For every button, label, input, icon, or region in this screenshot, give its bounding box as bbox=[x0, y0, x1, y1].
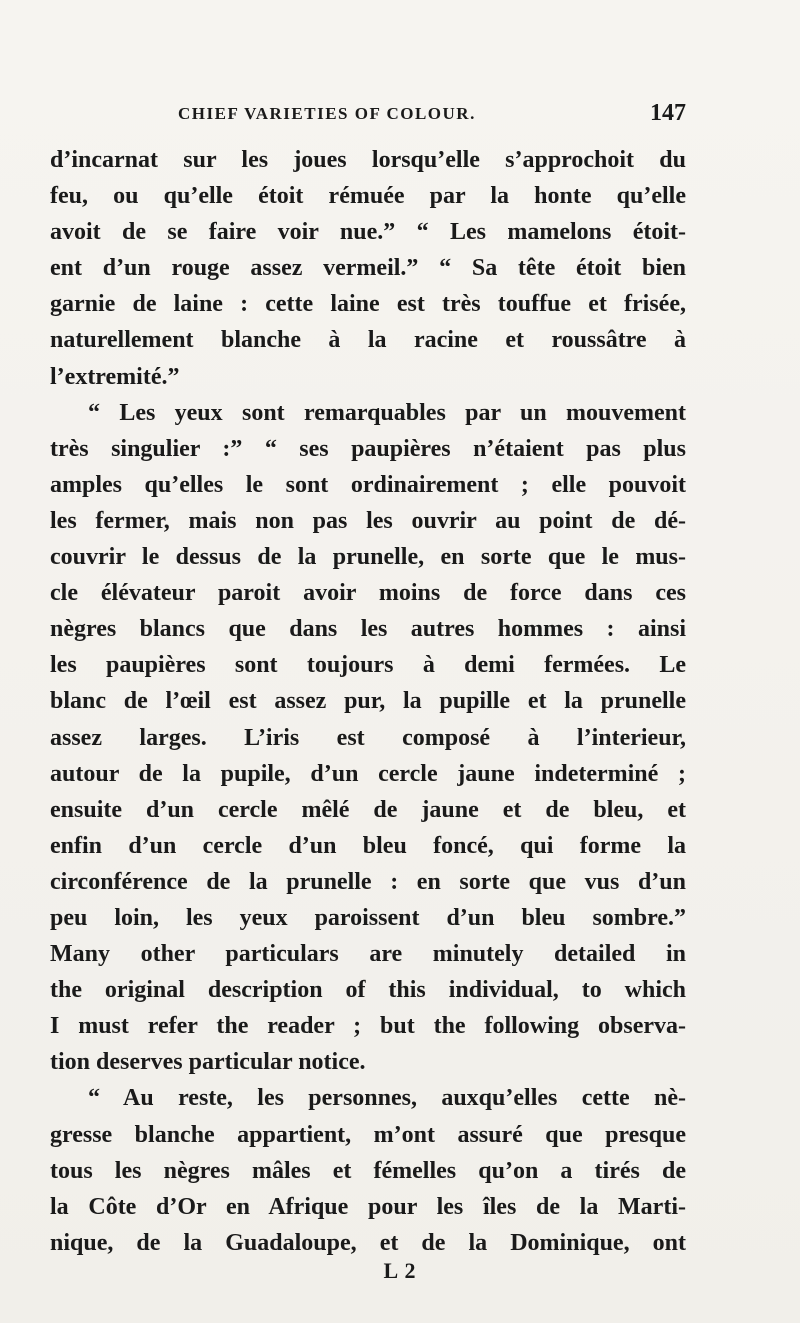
text-line: assez larges. L’iris est composé à l’interieur, bbox=[50, 724, 686, 751]
text-line: the original description of this individual, to which bbox=[50, 977, 686, 1004]
text-line: avoit de se faire voir nue.” “ Les mamelons étoit- bbox=[50, 219, 686, 246]
body-text bbox=[50, 142, 686, 1261]
text-line: ensuite d’un cercle mêlé de jaune et de bleu, et bbox=[50, 796, 686, 823]
text-line: couvrir le dessus de la prunelle, en sorte que le mus- bbox=[50, 544, 686, 571]
text-line: tion deserves particular notice. bbox=[50, 1049, 366, 1076]
page-header bbox=[40, 100, 688, 130]
text-line: nègres blancs que dans les autres hommes : ainsi bbox=[50, 616, 686, 643]
running-head: CHIEF VARIETIES OF COLOUR. bbox=[178, 104, 476, 123]
signature-mark: L 2 bbox=[383, 1258, 417, 1283]
text-line: peu loin, les yeux paroissent d’un bleu sombre.” bbox=[50, 904, 686, 931]
text-line: les fermer, mais non pas les ouvrir au point de dé- bbox=[50, 507, 686, 534]
text-line: blanc de l’œil est assez pur, la pupille et la prunelle bbox=[50, 688, 686, 715]
text-line: les paupières sont toujours à demi fermées. Le bbox=[50, 652, 686, 679]
text-line: enfin d’un cercle d’un bleu foncé, qui forme la bbox=[50, 832, 686, 859]
text-line: cle élévateur paroit avoir moins de force dans ces bbox=[50, 580, 686, 607]
text-line: “ Au reste, les personnes, auxqu’elles cette nè- bbox=[88, 1085, 686, 1112]
text-line: la Côte d’Or en Afrique pour les îles de la Marti- bbox=[50, 1193, 686, 1220]
text-line: très singulier :” “ ses paupières n’étaient pas plus bbox=[50, 435, 686, 462]
text-line: amples qu’elles le sont ordinairement ; elle pouvoit bbox=[50, 471, 686, 498]
text-line: circonférence de la prunelle : en sorte que vus d’un bbox=[50, 868, 686, 895]
text-line: “ Les yeux sont remarquables par un mouvement bbox=[88, 399, 686, 426]
text-line: tous les nègres mâles et fémelles qu’on a tirés de bbox=[50, 1157, 686, 1184]
text-line: naturellement blanche à la racine et roussâtre à bbox=[50, 327, 686, 354]
text-line: ent d’un rouge assez vermeil.” “ Sa tête étoit bien bbox=[50, 255, 686, 282]
text-line: nique, de la Guadaloupe, et de la Dominique, ont bbox=[50, 1229, 686, 1256]
text-line: gresse blanche appartient, m’ont assuré que presque bbox=[50, 1121, 686, 1148]
text-line: I must refer the reader ; but the following observa- bbox=[50, 1013, 686, 1040]
text-line: l’extremité.” bbox=[50, 363, 180, 390]
text-line: Many other particulars are minutely detailed in bbox=[50, 941, 686, 968]
text-line: garnie de laine : cette laine est très touffue et frisée, bbox=[50, 291, 686, 318]
text-line: autour de la pupile, d’un cercle jaune indeterminé ; bbox=[50, 760, 686, 787]
text-line: feu, ou qu’elle étoit rémuée par la honte qu’elle bbox=[50, 183, 686, 210]
page-footer bbox=[0, 1258, 800, 1288]
page-number: 147 bbox=[650, 100, 686, 126]
text-line: d’incarnat sur les joues lorsqu’elle s’approchoit du bbox=[50, 147, 686, 173]
